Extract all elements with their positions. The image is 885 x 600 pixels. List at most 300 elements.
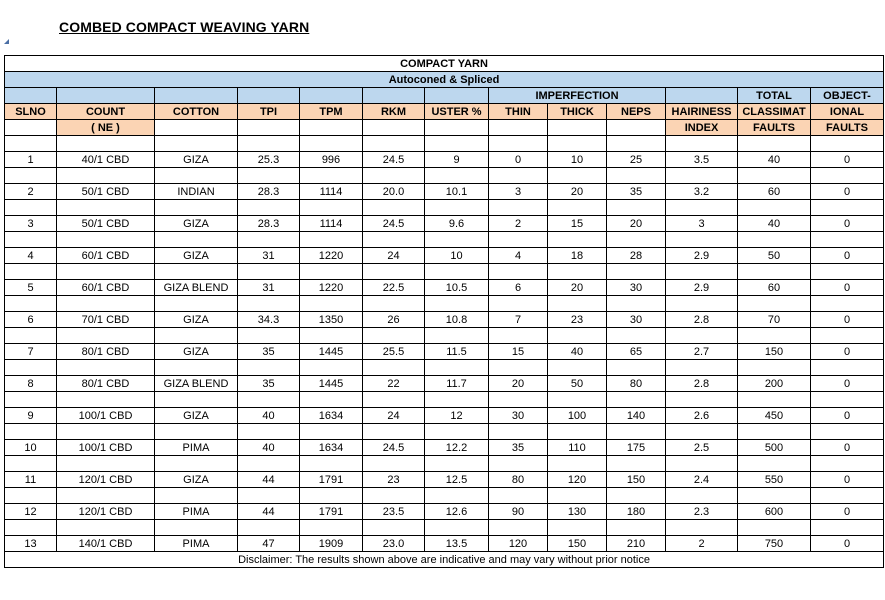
empty-cell: [489, 328, 548, 344]
table-row: [5, 152, 884, 168]
table-cell: 210: [607, 536, 666, 552]
table-cell: 11.5: [425, 344, 489, 360]
table-cell: 120: [548, 472, 607, 488]
table-cell: 0: [811, 408, 884, 424]
empty-cell: [57, 232, 155, 248]
table-cell: 2: [666, 536, 738, 552]
empty-cell: [425, 424, 489, 440]
table-cell: 10: [425, 248, 489, 264]
table-cell: 8: [5, 376, 57, 392]
empty-cell: [57, 328, 155, 344]
table-cell: 120/1 CBD: [57, 472, 155, 488]
spacer-row: [5, 200, 884, 216]
empty-cell: [548, 168, 607, 184]
empty-cell: [5, 424, 57, 440]
empty-cell: [811, 296, 884, 312]
table-cell: 40: [238, 440, 300, 456]
header-row-3: [5, 120, 884, 136]
table-cell: 180: [607, 504, 666, 520]
table-cell: 40/1 CBD: [57, 152, 155, 168]
table-cell: 10: [5, 440, 57, 456]
table-cell: 2.8: [666, 376, 738, 392]
empty-cell: [607, 424, 666, 440]
column-header-sub: ( NE ): [57, 120, 155, 136]
table-cell: 50: [738, 248, 811, 264]
empty-cell: [489, 456, 548, 472]
table-cell: 12.6: [425, 504, 489, 520]
header-row-1: [5, 88, 884, 104]
empty-cell: [155, 264, 238, 280]
table-cell: 1634: [300, 440, 363, 456]
spacer-row: [5, 456, 884, 472]
table-cell: 44: [238, 472, 300, 488]
empty-cell: [811, 232, 884, 248]
empty-cell: [548, 424, 607, 440]
table-cell: 13.5: [425, 536, 489, 552]
empty-cell: [5, 200, 57, 216]
empty-cell: [666, 392, 738, 408]
header-cell: OBJECT-: [811, 88, 884, 104]
spacer-row: [5, 296, 884, 312]
empty-cell: [363, 424, 425, 440]
table-cell: 1350: [300, 312, 363, 328]
table-cell: 1791: [300, 472, 363, 488]
column-header-sub: [425, 120, 489, 136]
empty-cell: [425, 392, 489, 408]
table-cell: 0: [811, 344, 884, 360]
empty-cell: [5, 136, 57, 152]
table-cell: 28.3: [238, 216, 300, 232]
empty-cell: [5, 232, 57, 248]
empty-cell: [5, 168, 57, 184]
table-cell: 34.3: [238, 312, 300, 328]
table-cell: 2.3: [666, 504, 738, 520]
table-cell: 40: [238, 408, 300, 424]
empty-cell: [489, 392, 548, 408]
header-cell: [666, 88, 738, 104]
column-header: THICK: [548, 104, 607, 120]
table-cell: 996: [300, 152, 363, 168]
table-cell: 0: [811, 440, 884, 456]
empty-cell: [238, 456, 300, 472]
empty-cell: [607, 392, 666, 408]
empty-cell: [666, 328, 738, 344]
empty-cell: [57, 200, 155, 216]
table-cell: 24.5: [363, 216, 425, 232]
table-cell: 10.5: [425, 280, 489, 296]
table-cell: GIZA BLEND: [155, 376, 238, 392]
empty-cell: [300, 456, 363, 472]
empty-cell: [489, 200, 548, 216]
table-cell: 12.2: [425, 440, 489, 456]
header-cell: [300, 88, 363, 104]
empty-cell: [155, 168, 238, 184]
empty-cell: [363, 136, 425, 152]
document-title: COMBED COMPACT WEAVING YARN: [59, 19, 310, 35]
cell-corner-marker: [4, 39, 9, 44]
empty-cell: [155, 328, 238, 344]
column-header: COTTON: [155, 104, 238, 120]
empty-cell: [548, 520, 607, 536]
table-cell: 24: [363, 408, 425, 424]
spacer-row: [5, 328, 884, 344]
column-header: RKM: [363, 104, 425, 120]
table-cell: 9.6: [425, 216, 489, 232]
empty-cell: [238, 488, 300, 504]
empty-cell: [300, 328, 363, 344]
empty-cell: [425, 168, 489, 184]
table-cell: 0: [811, 472, 884, 488]
table-cell: 50: [548, 376, 607, 392]
header-cell: [5, 88, 57, 104]
empty-cell: [738, 328, 811, 344]
header-cell: [425, 88, 489, 104]
empty-cell: [425, 200, 489, 216]
table-cell: 35: [489, 440, 548, 456]
table-cell: 40: [548, 344, 607, 360]
table-cell: 150: [548, 536, 607, 552]
table-cell: 3: [666, 216, 738, 232]
empty-cell: [425, 520, 489, 536]
column-header: THIN: [489, 104, 548, 120]
column-header: TPI: [238, 104, 300, 120]
empty-cell: [363, 200, 425, 216]
table-cell: GIZA: [155, 472, 238, 488]
empty-cell: [5, 360, 57, 376]
table-cell: 47: [238, 536, 300, 552]
empty-cell: [607, 328, 666, 344]
table-cell: 20: [607, 216, 666, 232]
table-cell: 12: [425, 408, 489, 424]
table-cell: 35: [238, 376, 300, 392]
empty-cell: [548, 136, 607, 152]
empty-cell: [666, 264, 738, 280]
column-header-sub: [238, 120, 300, 136]
empty-cell: [666, 360, 738, 376]
column-header-sub: [548, 120, 607, 136]
table-cell: 24.5: [363, 152, 425, 168]
table-cell: 13: [5, 536, 57, 552]
empty-cell: [155, 520, 238, 536]
empty-cell: [811, 200, 884, 216]
table-cell: 2.8: [666, 312, 738, 328]
empty-cell: [607, 296, 666, 312]
header-cell: [238, 88, 300, 104]
table-cell: 0: [811, 248, 884, 264]
empty-cell: [811, 488, 884, 504]
empty-cell: [363, 360, 425, 376]
empty-cell: [238, 520, 300, 536]
table-cell: 1: [5, 152, 57, 168]
table-cell: 2.7: [666, 344, 738, 360]
empty-cell: [666, 520, 738, 536]
empty-cell: [489, 520, 548, 536]
table-cell: 65: [607, 344, 666, 360]
table-cell: 4: [489, 248, 548, 264]
table-cell: 2.9: [666, 280, 738, 296]
spacer-row: [5, 360, 884, 376]
table-cell: 0: [811, 312, 884, 328]
table-cell: PIMA: [155, 504, 238, 520]
empty-cell: [489, 424, 548, 440]
table-row: [5, 408, 884, 424]
table-cell: 40: [738, 152, 811, 168]
empty-cell: [155, 360, 238, 376]
table-row: [5, 472, 884, 488]
column-header-sub: INDEX: [666, 120, 738, 136]
empty-cell: [425, 136, 489, 152]
table-cell: 1220: [300, 248, 363, 264]
banner-compact-yarn: COMPACT YARN: [5, 56, 884, 72]
table-cell: 50/1 CBD: [57, 216, 155, 232]
empty-cell: [811, 168, 884, 184]
table-row: [5, 440, 884, 456]
empty-cell: [811, 456, 884, 472]
table-cell: 60/1 CBD: [57, 280, 155, 296]
empty-cell: [489, 168, 548, 184]
table-cell: 100: [548, 408, 607, 424]
column-header: SLNO: [5, 104, 57, 120]
table-cell: 2.9: [666, 248, 738, 264]
empty-cell: [57, 520, 155, 536]
table-cell: 0: [811, 376, 884, 392]
empty-cell: [607, 456, 666, 472]
table-cell: 100/1 CBD: [57, 408, 155, 424]
empty-cell: [300, 296, 363, 312]
table-cell: 25: [607, 152, 666, 168]
empty-cell: [548, 232, 607, 248]
empty-cell: [489, 136, 548, 152]
empty-cell: [738, 296, 811, 312]
table-cell: 0: [811, 184, 884, 200]
empty-cell: [238, 168, 300, 184]
empty-cell: [300, 200, 363, 216]
table-cell: 90: [489, 504, 548, 520]
table-cell: 60/1 CBD: [57, 248, 155, 264]
empty-cell: [811, 424, 884, 440]
empty-cell: [300, 520, 363, 536]
empty-cell: [363, 392, 425, 408]
table-cell: 30: [607, 312, 666, 328]
table-cell: 50/1 CBD: [57, 184, 155, 200]
empty-cell: [666, 232, 738, 248]
table-cell: 7: [5, 344, 57, 360]
table-cell: 2: [489, 216, 548, 232]
table-cell: 150: [607, 472, 666, 488]
empty-cell: [548, 296, 607, 312]
table-cell: 450: [738, 408, 811, 424]
empty-cell: [548, 456, 607, 472]
table-cell: 1791: [300, 504, 363, 520]
empty-cell: [238, 424, 300, 440]
empty-cell: [425, 264, 489, 280]
table-cell: 80/1 CBD: [57, 376, 155, 392]
table-cell: 750: [738, 536, 811, 552]
empty-cell: [548, 488, 607, 504]
table-cell: 200: [738, 376, 811, 392]
table-cell: 140/1 CBD: [57, 536, 155, 552]
table-cell: GIZA: [155, 408, 238, 424]
table-row: [5, 376, 884, 392]
table-row: [5, 216, 884, 232]
empty-cell: [57, 424, 155, 440]
empty-cell: [811, 264, 884, 280]
empty-cell: [238, 136, 300, 152]
empty-cell: [489, 296, 548, 312]
empty-cell: [155, 232, 238, 248]
table-cell: 23.0: [363, 536, 425, 552]
table-cell: 3.2: [666, 184, 738, 200]
empty-cell: [363, 264, 425, 280]
empty-cell: [363, 488, 425, 504]
table-cell: 1114: [300, 184, 363, 200]
empty-cell: [738, 520, 811, 536]
table-cell: 25.5: [363, 344, 425, 360]
column-header-sub: [155, 120, 238, 136]
empty-cell: [5, 328, 57, 344]
table-cell: 80: [489, 472, 548, 488]
empty-cell: [300, 168, 363, 184]
table-cell: 23.5: [363, 504, 425, 520]
spacer-row: [5, 136, 884, 152]
empty-cell: [738, 392, 811, 408]
empty-cell: [5, 488, 57, 504]
table-cell: 10.8: [425, 312, 489, 328]
table-cell: 25.3: [238, 152, 300, 168]
column-header: HAIRINESS: [666, 104, 738, 120]
empty-cell: [363, 232, 425, 248]
empty-cell: [57, 488, 155, 504]
table-cell: 9: [425, 152, 489, 168]
empty-cell: [666, 488, 738, 504]
column-header-sub: [607, 120, 666, 136]
table-cell: 175: [607, 440, 666, 456]
empty-cell: [57, 360, 155, 376]
table-cell: 5: [5, 280, 57, 296]
empty-cell: [425, 232, 489, 248]
table-cell: 24: [363, 248, 425, 264]
table-cell: 1634: [300, 408, 363, 424]
empty-cell: [666, 424, 738, 440]
empty-cell: [238, 232, 300, 248]
column-header-sub: [5, 120, 57, 136]
empty-cell: [238, 264, 300, 280]
empty-cell: [738, 200, 811, 216]
table-cell: 15: [489, 344, 548, 360]
empty-cell: [607, 264, 666, 280]
column-header-sub: [363, 120, 425, 136]
empty-cell: [489, 488, 548, 504]
empty-cell: [607, 360, 666, 376]
table-row: [5, 344, 884, 360]
table-cell: 80: [607, 376, 666, 392]
table-cell: GIZA: [155, 152, 238, 168]
table-cell: 40: [738, 216, 811, 232]
table-cell: 1220: [300, 280, 363, 296]
header-cell: [57, 88, 155, 104]
column-header-sub: FAULTS: [738, 120, 811, 136]
empty-cell: [155, 296, 238, 312]
table-cell: 0: [811, 504, 884, 520]
table-cell: 0: [811, 536, 884, 552]
table-cell: 28.3: [238, 184, 300, 200]
table-cell: 6: [5, 312, 57, 328]
empty-cell: [425, 488, 489, 504]
table-cell: 3: [5, 216, 57, 232]
table-cell: GIZA: [155, 216, 238, 232]
empty-cell: [811, 392, 884, 408]
empty-cell: [155, 200, 238, 216]
table-cell: 31: [238, 248, 300, 264]
table-cell: 500: [738, 440, 811, 456]
table-cell: 7: [489, 312, 548, 328]
table-cell: 0: [811, 152, 884, 168]
banner-autoconed-spliced: Autoconed & Spliced: [5, 72, 884, 88]
empty-cell: [238, 328, 300, 344]
empty-cell: [363, 520, 425, 536]
table-cell: PIMA: [155, 440, 238, 456]
table-row: [5, 248, 884, 264]
table-cell: 2.6: [666, 408, 738, 424]
table-cell: 60: [738, 184, 811, 200]
column-header-sub: FAULTS: [811, 120, 884, 136]
table-cell: 120: [489, 536, 548, 552]
empty-cell: [155, 424, 238, 440]
table-cell: GIZA: [155, 344, 238, 360]
empty-cell: [363, 456, 425, 472]
empty-cell: [155, 456, 238, 472]
table-cell: 10: [548, 152, 607, 168]
empty-cell: [548, 264, 607, 280]
empty-cell: [548, 392, 607, 408]
empty-cell: [738, 360, 811, 376]
table-cell: 2: [5, 184, 57, 200]
empty-cell: [57, 456, 155, 472]
empty-cell: [811, 136, 884, 152]
table-cell: 18: [548, 248, 607, 264]
disclaimer-text: Disclaimer: The results shown above are indicative and may vary without prior notice: [5, 552, 884, 568]
table-cell: 30: [607, 280, 666, 296]
empty-cell: [425, 456, 489, 472]
table-cell: 20: [548, 184, 607, 200]
table-cell: 31: [238, 280, 300, 296]
table-cell: 12: [5, 504, 57, 520]
empty-cell: [238, 360, 300, 376]
empty-cell: [738, 232, 811, 248]
table-row: [5, 280, 884, 296]
empty-cell: [738, 136, 811, 152]
table-cell: 6: [489, 280, 548, 296]
table-cell: 23: [363, 472, 425, 488]
table-cell: 80/1 CBD: [57, 344, 155, 360]
empty-cell: [607, 488, 666, 504]
table-cell: 2.4: [666, 472, 738, 488]
empty-cell: [57, 136, 155, 152]
table-cell: GIZA BLEND: [155, 280, 238, 296]
table-cell: 1445: [300, 344, 363, 360]
table-cell: 28: [607, 248, 666, 264]
empty-cell: [300, 488, 363, 504]
table-cell: 130: [548, 504, 607, 520]
table-cell: 600: [738, 504, 811, 520]
empty-cell: [57, 264, 155, 280]
table-row: [5, 504, 884, 520]
header-cell: TOTAL: [738, 88, 811, 104]
table-cell: 20: [489, 376, 548, 392]
empty-cell: [548, 328, 607, 344]
table-cell: 0: [811, 216, 884, 232]
empty-cell: [666, 456, 738, 472]
